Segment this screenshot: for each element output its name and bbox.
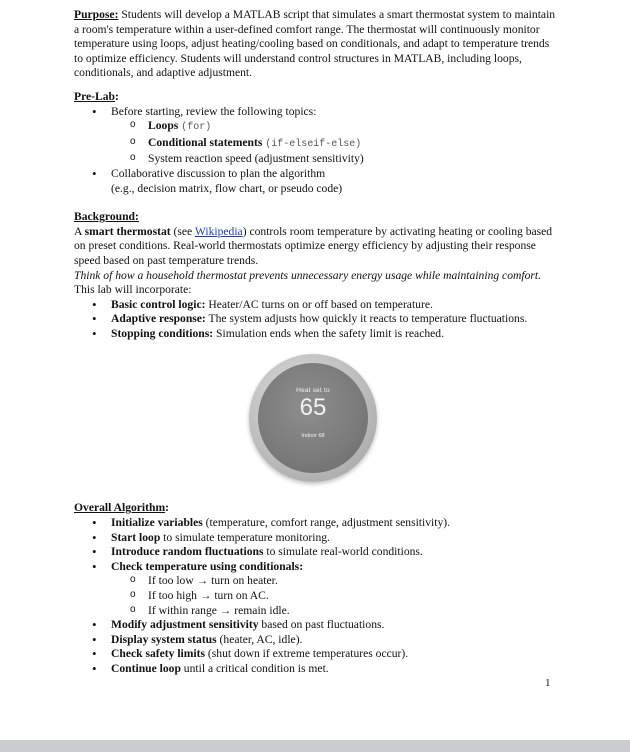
step-fluctuations-text: to simulate real-world conditions. [263, 545, 423, 559]
purpose-text: Students will develop a MATLAB script that simulates a smart thermostat system to maintain a room's temperature within a user-defined comfort range. The thermostat will continuously monitor temperature using loops, adjust heating/cooling based on conditionals, and adapt to temperature trends to optimize efficiency. Students will understand control structures in MATLAB, including loops, conditionals, and adaptive adjustment. [74, 8, 556, 80]
thermostat-mode-label: Heat set to [296, 387, 330, 395]
topic-reaction-speed-text: System reaction speed (adjustment sensitivity) [148, 152, 364, 166]
thermostat-indoor-label: Indoor 68 [301, 433, 325, 440]
check-temperature-sublist [111, 574, 560, 618]
prelab-item-discussion-text: Collaborative discussion to plan the algorithm [111, 166, 326, 180]
prelab-heading-line [74, 90, 560, 105]
thermostat-setpoint: 65 [299, 394, 327, 422]
check-too-high: o If too high → turn on AC. [148, 589, 560, 604]
prelab-topic-conditionals [148, 136, 560, 153]
algorithm-step-sensitivity [111, 618, 560, 633]
page-number: 1 [545, 677, 551, 689]
step-sensitivity-label: Modify adjustment sensitivity [111, 618, 259, 632]
algorithm-heading: Overall Algorithm [74, 501, 166, 515]
background-intro-pre: A [74, 224, 85, 238]
thermostat-figure [74, 341, 560, 501]
step-start-loop-text: to simulate temperature monitoring. [160, 530, 330, 544]
document-content [74, 8, 560, 677]
step-display-status-label: Display system status [111, 632, 217, 646]
background-italic-line [74, 269, 560, 298]
step-safety-limits-label: Check safety limits [111, 647, 206, 661]
check-within-range: o If within range → remain idle. [148, 604, 560, 619]
thermostat-display [258, 363, 368, 473]
algorithm-heading-colon: : [165, 501, 169, 515]
background-intro-bold: smart thermostat [84, 224, 171, 238]
purpose-paragraph [74, 8, 560, 81]
topic-loops-code: (for) [181, 122, 212, 134]
prelab-topic-reaction-speed [148, 152, 560, 167]
step-display-status-text: (heater, AC, idle). [216, 632, 303, 646]
step-continue-loop-label: Continue loop [111, 662, 181, 675]
algorithm-list [74, 516, 560, 677]
topic-loops-label: Loops [148, 119, 179, 133]
purpose-heading: Purpose: [74, 8, 119, 21]
thermostat-image [249, 354, 377, 482]
topic-conditionals-code: (if-elseif-else) [265, 138, 362, 150]
check-too-low: o If too low → turn on heater. [148, 574, 560, 589]
step-initialize-text: (temperature, comfort range, adjustment sensitivity). [202, 516, 451, 530]
prelab-item-discussion-cont: (e.g., decision matrix, flow chart, or pseudo code) [111, 181, 343, 195]
control-logic-label: Basic control logic: [111, 297, 206, 311]
background-heading: Background: [74, 210, 139, 224]
algorithm-step-check-temperature [111, 560, 560, 618]
adaptive-response-label: Adaptive response: [111, 312, 206, 326]
stopping-conditions-label: Stopping conditions: [111, 326, 214, 340]
background-heading-line [74, 210, 560, 225]
algorithm-step-display-status [111, 633, 560, 648]
prelab-list [74, 105, 560, 197]
background-item-control-logic [111, 298, 560, 313]
prelab-item-review-text: Before starting, review the following topics: [111, 104, 317, 118]
step-start-loop-label: Start loop [111, 530, 161, 544]
prelab-topic-loops [148, 119, 560, 136]
adaptive-response-text: The system adjusts how quickly it reacts to temperature fluctuations. [205, 312, 528, 326]
stopping-conditions-text: Simulation ends when the safety limit is reached. [213, 326, 444, 340]
prelab-topics-list [111, 119, 560, 167]
background-intro-post: ) controls room temperature by activating heating or cooling based on preset conditions. Real-world thermostats optimize energy efficiency by adjusting their response speed based on past temperature trends. [74, 224, 553, 267]
algorithm-step-safety-limits [111, 647, 560, 662]
algorithm-step-start-loop [111, 531, 560, 546]
step-initialize-label: Initialize variables [111, 516, 203, 530]
step-fluctuations-label: Introduce random fluctuations [111, 545, 264, 559]
background-intro [74, 225, 560, 269]
topic-conditionals-label: Conditional statements [148, 135, 263, 149]
step-continue-loop-text: until a critical condition is met. [180, 662, 329, 675]
background-item-adaptive-response [111, 312, 560, 327]
background-item-stopping-conditions [111, 327, 560, 342]
algorithm-step-continue-loop [111, 662, 560, 677]
prelab-item-review [111, 105, 560, 167]
algorithm-step-initialize [111, 516, 560, 531]
prelab-item-discussion [111, 167, 560, 196]
algorithm-step-fluctuations [111, 545, 560, 560]
background-list [74, 298, 560, 342]
background-intro-mid: (see [170, 224, 195, 238]
step-sensitivity-text: based on past fluctuations. [258, 618, 385, 632]
step-check-temperature-label: Check temperature using conditionals: [111, 559, 304, 573]
prelab-heading-colon: : [115, 89, 119, 103]
step-safety-limits-text: (shut down if extreme temperatures occur). [205, 647, 409, 661]
background-italic: Think of how a household thermostat prevents unnecessary energy usage while maintaining comfort. [74, 268, 542, 282]
wikipedia-link[interactable]: Wikipedia [194, 224, 243, 238]
prelab-heading: Pre-Lab [74, 89, 116, 103]
control-logic-text: Heater/AC turns on or off based on temperature. [205, 297, 433, 311]
background-after-italic: This lab will incorporate: [74, 283, 192, 297]
algorithm-heading-line [74, 501, 560, 516]
